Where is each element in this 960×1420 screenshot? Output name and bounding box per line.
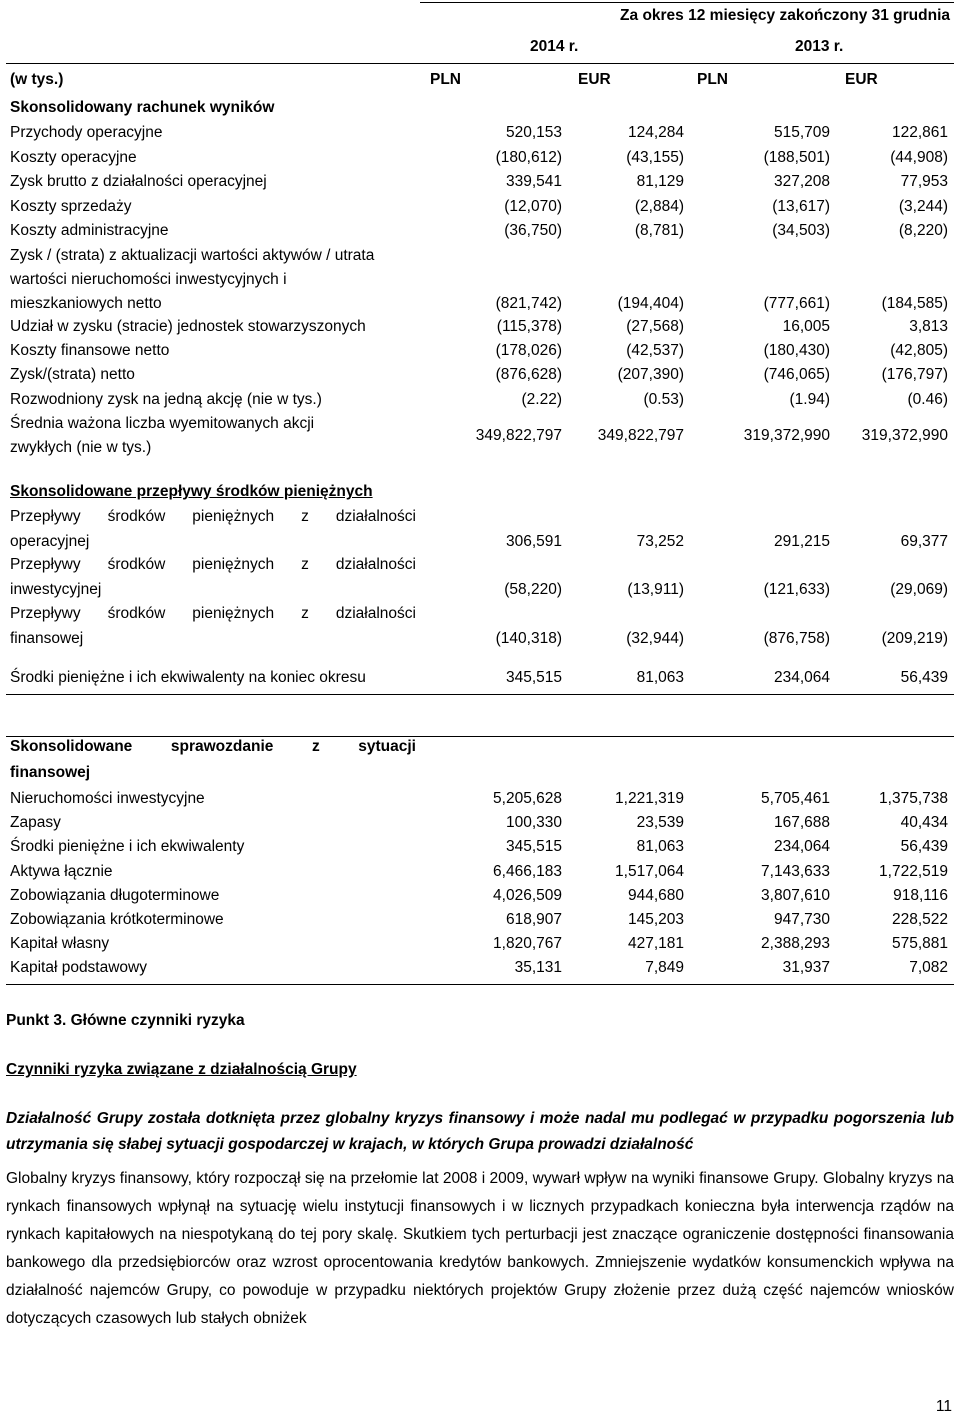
balance-row-label: Kapitał własny — [10, 935, 110, 953]
cashflow-row-value: 73,252 — [636, 533, 684, 550]
balance-bottom-rule — [6, 984, 954, 985]
income-row-label: mieszkaniowych netto — [10, 295, 162, 312]
cashflow-row-value: (58,220) — [504, 581, 562, 598]
income-row-value: (42,537) — [626, 342, 684, 359]
balance-row-value: 7,143,633 — [761, 862, 830, 880]
units-label: (w tys.) — [10, 71, 64, 88]
income-row-value: (178,026) — [495, 342, 562, 359]
income-row-label: Zysk brutto z działalności operacyjnej — [10, 173, 267, 190]
balance-row-value: 7,082 — [909, 959, 948, 977]
cashflow-end-row-value: 56,439 — [900, 669, 948, 686]
income-row-value: 319,372,990 — [743, 427, 830, 444]
income-row-value: (1.94) — [789, 391, 830, 408]
cashflow-end-rule — [6, 694, 954, 695]
balance-row-value: 100,330 — [505, 814, 562, 832]
balance-row-label: Aktywa łącznie — [10, 862, 113, 880]
balance-row-value: 145,203 — [627, 911, 684, 928]
balance-row-value: 918,116 — [893, 886, 948, 904]
currency-pln-2014: PLN — [430, 71, 461, 88]
balance-top-rule — [6, 736, 954, 737]
income-row-value: (13,617) — [772, 198, 830, 215]
balance-title-w4: sytuacji — [358, 738, 416, 755]
income-row-value: 81,129 — [636, 173, 684, 190]
cashflow-end-row-value: 81,063 — [636, 669, 684, 686]
income-row-value: (176,797) — [881, 366, 948, 383]
income-row-value: 349,822,797 — [597, 427, 684, 444]
income-row-label: Koszty sprzedaży — [10, 198, 132, 215]
balance-row-value: 618,907 — [505, 911, 562, 928]
cashflow-row-value: (13,911) — [627, 581, 684, 598]
balance-row-value: 2,388,293 — [761, 935, 830, 953]
cashflow-row-value: 291,215 — [773, 533, 830, 550]
income-row-label: Zysk/(strata) netto — [10, 366, 135, 383]
income-row-value: (0.53) — [643, 391, 684, 408]
balance-row-value: 1,517,064 — [615, 862, 684, 880]
balance-row-value: 947,730 — [773, 911, 830, 928]
income-row-value: (34,503) — [772, 222, 830, 239]
balance-row-value: 31,937 — [782, 959, 830, 977]
balance-row-value: 35,131 — [514, 959, 562, 977]
balance-row-value: 1,375,738 — [879, 790, 948, 807]
cashflow-row-label: Przepływy środków pieniężnych z działalności — [10, 556, 416, 573]
balance-row-value: 4,026,509 — [493, 886, 562, 904]
balance-row-value: 228,522 — [891, 911, 948, 928]
income-row-value: (36,750) — [504, 222, 562, 239]
balance-row-value: 944,680 — [627, 886, 684, 904]
balance-row-value: 3,807,610 — [761, 886, 830, 904]
balance-row-value: 575,881 — [891, 935, 948, 953]
balance-row-value: 5,205,628 — [493, 790, 562, 807]
income-row-label: zwykłych (nie w tys.) — [10, 439, 152, 456]
balance-title-w2: sprawozdanie — [170, 738, 274, 755]
cashflow-row-value: 306,591 — [505, 533, 562, 550]
balance-title-w3: z — [311, 738, 320, 755]
income-row-label: Koszty administracyjne — [10, 222, 169, 239]
cashflow-row-value: (209,219) — [881, 630, 948, 647]
balance-row-value: 427,181 — [627, 935, 684, 953]
balance-row-value: 1,722,519 — [879, 862, 948, 880]
header-top-rule — [420, 2, 954, 3]
income-row-value: 124,284 — [627, 124, 684, 141]
balance-row-label: Zapasy — [10, 814, 61, 832]
cashflow-row-value: 69,377 — [900, 533, 948, 550]
currency-eur-2013: EUR — [845, 71, 878, 88]
balance-row-value: 7,849 — [645, 959, 684, 977]
income-row-value: (3,244) — [898, 198, 948, 215]
income-row-value: (194,404) — [617, 295, 684, 312]
period-title: Za okres 12 miesięcy zakończony 31 grudnia — [620, 7, 950, 24]
balance-row-value: 1,221,319 — [615, 790, 684, 807]
balance-row-value: 345,515 — [505, 838, 562, 856]
income-row-value: (184,585) — [881, 295, 948, 312]
balance-row-value: 40,434 — [900, 814, 948, 832]
page-number: 11 — [935, 1398, 952, 1415]
header-rule — [6, 63, 954, 64]
cashflow-row-value: (32,944) — [626, 630, 684, 647]
balance-row-value: 23,539 — [636, 814, 684, 832]
cashflow-row-value: (121,633) — [763, 581, 830, 598]
year-2013: 2013 r. — [795, 38, 844, 55]
income-row-value: (0.46) — [907, 391, 948, 408]
balance-row-value: 167,688 — [773, 814, 830, 832]
balance-row-label: Zobowiązania długoterminowe — [10, 886, 220, 904]
income-row-value: (12,070) — [504, 198, 562, 215]
income-row-value: 520,153 — [505, 124, 562, 141]
income-row-label: Koszty finansowe netto — [10, 342, 170, 359]
balance-row-label: Środki pieniężne i ich ekwiwalenty — [10, 838, 245, 856]
income-row-label: Zysk / (strata) z aktualizacji wartości aktywów / utrata — [10, 247, 375, 264]
cashflow-row-label: inwestycyjnej — [10, 581, 102, 598]
cashflow-section-title: Skonsolidowane przepływy środków pieniężnych — [10, 483, 373, 500]
income-row-value: (188,501) — [763, 149, 830, 166]
income-row-value: (180,612) — [495, 149, 562, 166]
balance-row-label: Nieruchomości inwestycyjne — [10, 790, 205, 807]
cashflow-row-label: finansowej — [10, 630, 84, 647]
income-section-title: Skonsolidowany rachunek wyników — [10, 99, 275, 116]
income-row-value: (821,742) — [495, 295, 562, 312]
income-row-value: 339,541 — [505, 173, 562, 190]
balance-row-value: 5,705,461 — [761, 790, 830, 807]
balance-row-value: 6,466,183 — [493, 862, 562, 880]
income-row-value: 349,822,797 — [475, 427, 562, 444]
risk-italic-lead: Działalność Grupy została dotknięta przez globalny kryzys finansowy i może nadal mu podlegać w przypadku pogorszenia lub utrzymania się słabej sytuacji gospodarczej w krajach, w których Grupa prowadzi działalność — [6, 1110, 954, 1153]
income-row-label: Przychody operacyjne — [10, 124, 163, 141]
income-row-value: (876,628) — [495, 366, 562, 383]
cashflow-row-value: (876,758) — [763, 630, 830, 647]
income-row-value: (115,378) — [496, 318, 562, 335]
income-row-value: (43,155) — [626, 149, 684, 166]
balance-row-value: 56,439 — [900, 838, 948, 856]
income-row-value: 16,005 — [782, 318, 830, 335]
income-row-label: Rozwodniony zysk na jedną akcję (nie w tys.) — [10, 391, 322, 408]
balance-row-value: 234,064 — [773, 838, 830, 856]
balance-row-value: 81,063 — [636, 838, 684, 856]
income-row-value: 515,709 — [773, 124, 830, 141]
income-row-value: (42,805) — [890, 342, 948, 359]
income-row-value: (746,065) — [763, 366, 830, 383]
income-row-value: 122,861 — [891, 124, 948, 141]
income-row-value: (8,220) — [898, 222, 948, 239]
income-row-value: (207,390) — [617, 366, 684, 383]
income-row-value: (27,568) — [626, 318, 684, 335]
balance-section-title-line1 — [10, 738, 416, 756]
currency-eur-2014: EUR — [578, 71, 611, 88]
income-row-value: (180,430) — [763, 342, 830, 359]
balance-row-label: Kapitał podstawowy — [10, 959, 147, 977]
income-row-label: Udział w zysku (stracie) jednostek stowarzyszonych — [10, 318, 366, 335]
cashflow-row-value: (140,318) — [495, 630, 562, 647]
cashflow-row-label: Przepływy środków pieniężnych z działalności — [10, 605, 416, 622]
income-row-value: (8,781) — [634, 222, 684, 239]
income-row-label: Koszty operacyjne — [10, 149, 137, 166]
income-row-label: Średnia ważona liczba wyemitowanych akcji — [10, 415, 315, 432]
cashflow-end-row-label: Środki pieniężne i ich ekwiwalenty na koniec okresu — [10, 669, 366, 686]
year-2014: 2014 r. — [530, 38, 579, 55]
point-heading: Punkt 3. Główne czynniki ryzyka — [6, 1012, 245, 1029]
income-row-value: (44,908) — [890, 149, 948, 166]
income-row-value: 327,208 — [773, 173, 830, 190]
income-row-value: (2.22) — [521, 391, 562, 408]
currency-pln-2013: PLN — [697, 71, 728, 88]
cashflow-end-row-value: 345,515 — [505, 669, 562, 686]
income-row-value: 3,813 — [909, 318, 948, 335]
balance-section-title-line2: finansowej — [10, 764, 91, 781]
income-row-value: (777,661) — [763, 295, 830, 312]
income-row-value: (2,884) — [634, 198, 684, 215]
balance-row-value: 1,820,767 — [493, 935, 562, 953]
risk-subheading: Czynniki ryzyka związane z działalnością Grupy — [6, 1061, 357, 1078]
cashflow-end-row-value: 234,064 — [773, 669, 830, 686]
income-row-value: 319,372,990 — [861, 427, 948, 444]
income-row-label: wartości nieruchomości inwestycyjnych i — [10, 271, 287, 288]
balance-row-label: Zobowiązania krótkoterminowe — [10, 911, 224, 928]
cashflow-row-value: (29,069) — [890, 581, 948, 598]
cashflow-row-label: Przepływy środków pieniężnych z działalności — [10, 508, 416, 525]
risk-body: Globalny kryzys finansowy, który rozpoczął się na przełomie lat 2008 i 2009, wywarł wpływ na wyniki finansowe Grupy. Globalny kryzys na rynkach finansowych wpłynął na sytuację wielu instytucji finansowych i w licznych przypadkach konieczna była interwencja rządów na rynkach kapitałowych na niespotykaną do tej pory skalę. Skutkiem tych perturbacji jest znaczące ograniczenie dostępności finansowania bankowego dla przedsiębiorców oraz wzrost oprocentowania kredytów bankowych. Zmniejszenie wydatków konsumenckich wpływa na działalność najemców Grupy, co powoduje w przypadku niektórych projektów Grupy złożenie przez dużą część najemców wniosków dotyczących czasowych lub stałych obniżek — [6, 1170, 954, 1327]
balance-title-w1: Skonsolidowane — [10, 738, 133, 755]
income-row-value: 77,953 — [900, 173, 948, 190]
cashflow-row-label: operacyjnej — [10, 533, 90, 550]
